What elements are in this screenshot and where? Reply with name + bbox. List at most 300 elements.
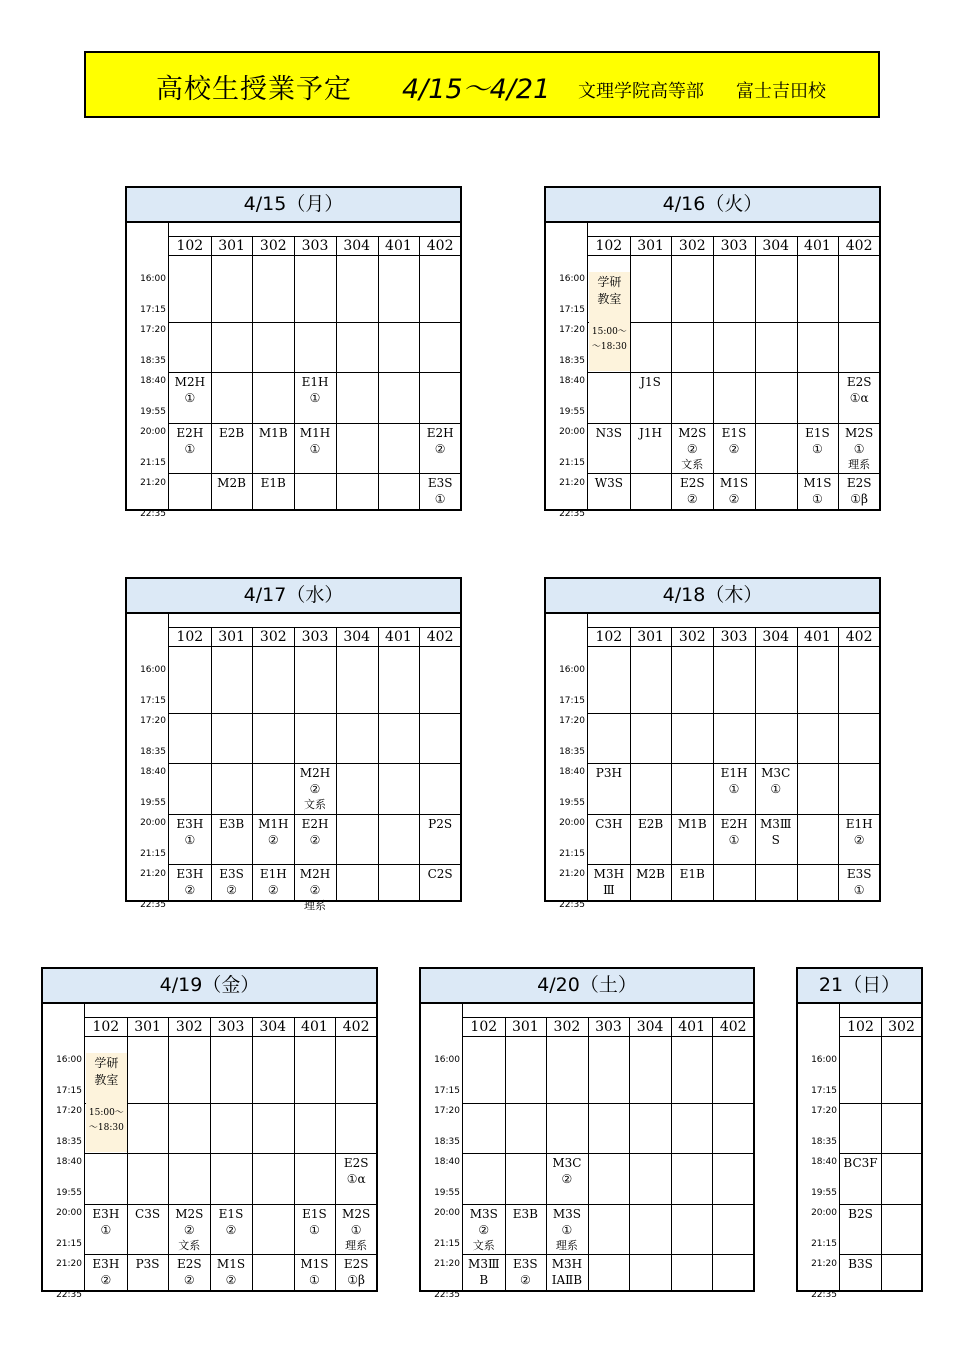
- room-label: 302: [175, 1019, 203, 1035]
- day-title: 4/20（土）: [421, 969, 753, 1004]
- column-divider: [210, 1018, 211, 1290]
- class-detail: S: [771, 832, 780, 847]
- class-code: E3H: [92, 1206, 120, 1221]
- class-entry: [294, 816, 336, 848]
- room-header-row: [588, 628, 879, 647]
- class-entry: [169, 425, 211, 457]
- class-entry: [211, 866, 253, 898]
- day-panel: [125, 186, 462, 519]
- class-entry: [85, 1206, 127, 1238]
- room-label: 304: [636, 1019, 664, 1035]
- class-entry: [713, 425, 755, 457]
- class-entry: [335, 1206, 377, 1254]
- column-divider: [881, 1018, 882, 1290]
- time-label: 16:00: [559, 274, 585, 284]
- time-label: 21:15: [434, 1239, 460, 1249]
- row-divider: [169, 814, 460, 815]
- time-label: 20:00: [434, 1208, 460, 1218]
- class-code: M3C: [761, 766, 791, 780]
- class-detail: ②: [183, 1222, 195, 1237]
- time-label: 17:20: [434, 1106, 460, 1116]
- class-code: M3Ⅲ: [759, 816, 792, 831]
- time-label: 21:20: [811, 1259, 837, 1269]
- time-label: 19:55: [56, 1188, 82, 1198]
- room-label: 303: [301, 629, 329, 645]
- room-label: 304: [762, 629, 790, 645]
- day-title: 4/17（水）: [127, 579, 460, 614]
- class-detail: ①: [309, 1222, 320, 1237]
- class-code: M1B: [258, 425, 288, 440]
- time-label: 18:40: [56, 1157, 82, 1167]
- gakken-time: 15:00～: [591, 327, 627, 337]
- schedule-grid: [168, 612, 460, 912]
- class-code: M1B: [677, 816, 707, 831]
- class-entry: [210, 1206, 252, 1238]
- time-label: 19:55: [559, 798, 585, 808]
- class-detail: ②: [519, 1273, 531, 1287]
- class-detail: ①: [770, 782, 782, 796]
- time-column: [546, 221, 587, 519]
- room-label: 401: [678, 1019, 705, 1035]
- time-label: 22:35: [811, 1290, 837, 1300]
- class-code: N3S: [595, 425, 623, 440]
- class-detail: ①β: [850, 492, 868, 506]
- time-label: 16:00: [140, 274, 166, 284]
- column-divider: [294, 237, 295, 509]
- class-detail: ①: [812, 492, 823, 506]
- room-label: 401: [301, 1019, 328, 1035]
- row-divider: [169, 713, 460, 714]
- class-entry: [169, 866, 211, 898]
- time-label: 18:40: [559, 376, 585, 386]
- class-entry: [838, 866, 880, 898]
- column-divider: [336, 628, 337, 900]
- time-label: 18:40: [140, 376, 166, 386]
- time-label: 21:20: [559, 478, 585, 488]
- class-code: C3H: [595, 816, 623, 831]
- time-label: 19:55: [140, 407, 166, 417]
- room-label: 303: [720, 238, 748, 254]
- time-column: [43, 1002, 84, 1300]
- column-divider: [378, 237, 379, 509]
- class-entry: [505, 1256, 547, 1288]
- gakken-time: 15:00～: [88, 1108, 124, 1118]
- class-entry: [713, 816, 755, 848]
- time-label: 21:20: [140, 478, 166, 488]
- column-divider: [252, 1018, 253, 1290]
- time-label: 17:15: [56, 1086, 82, 1096]
- column-divider: [629, 1018, 630, 1290]
- class-code: M2H: [299, 867, 331, 881]
- class-entry: [419, 866, 461, 882]
- class-entry: [588, 425, 630, 441]
- row-divider: [169, 864, 460, 865]
- class-entry: [335, 1256, 377, 1288]
- class-detail: ①: [561, 1222, 573, 1237]
- grid-top-strip: [463, 1002, 753, 1018]
- class-detail: ②: [309, 782, 321, 796]
- room-label: 301: [511, 1019, 539, 1035]
- page-header: [84, 51, 880, 118]
- class-code: E1S: [218, 1206, 244, 1221]
- class-entry: [168, 1206, 210, 1254]
- class-code: M3H: [551, 1257, 583, 1271]
- class-code: E3H: [176, 867, 204, 881]
- room-label: 302: [259, 629, 287, 645]
- class-detail: ②: [853, 832, 865, 847]
- room-label: 401: [385, 238, 412, 254]
- school-name: 文理学院高等部: [578, 81, 704, 102]
- class-entry: [713, 475, 755, 507]
- time-label: 20:00: [140, 427, 166, 437]
- class-entry: [169, 374, 211, 406]
- column-divider: [671, 1018, 672, 1290]
- time-label: 17:15: [559, 305, 585, 315]
- room-label: 102: [595, 238, 623, 254]
- time-label: 16:00: [56, 1055, 82, 1065]
- class-track: 理系: [303, 899, 326, 912]
- column-divider: [797, 237, 798, 509]
- class-code: E3S: [427, 476, 453, 490]
- row-divider: [169, 763, 460, 764]
- class-track: 文系: [178, 1238, 201, 1252]
- time-label: 19:55: [559, 407, 585, 417]
- time-label: 22:35: [56, 1290, 82, 1300]
- time-column: [127, 221, 168, 519]
- class-entry: [671, 866, 713, 882]
- class-detail: ①: [728, 782, 740, 796]
- grid-top-strip: [840, 1002, 921, 1018]
- class-code: E3H: [176, 816, 204, 831]
- class-track: 文系: [681, 457, 704, 471]
- column-divider: [505, 1018, 506, 1290]
- class-code: M2B: [636, 867, 665, 881]
- class-detail: ②: [478, 1222, 490, 1237]
- row-divider: [840, 1153, 921, 1154]
- class-code: E1S: [805, 425, 830, 440]
- class-entry: [294, 374, 336, 406]
- class-detail: ②: [226, 883, 237, 897]
- room-label: 102: [176, 629, 204, 645]
- row-divider: [169, 372, 460, 373]
- class-code: M3Ⅲ: [468, 1257, 500, 1271]
- room-label: 401: [804, 238, 831, 254]
- time-label: 17:20: [56, 1106, 82, 1116]
- row-divider: [169, 423, 460, 424]
- class-entry: [797, 425, 839, 457]
- room-label: 302: [678, 629, 706, 645]
- class-entry: [588, 866, 630, 898]
- class-code: E2S: [846, 476, 872, 490]
- class-detail: ②: [267, 883, 279, 897]
- class-entry: [838, 425, 880, 473]
- class-track: 文系: [472, 1238, 495, 1252]
- class-detail: ①: [812, 441, 823, 456]
- class-detail: ②: [728, 441, 740, 456]
- day-panel: [796, 967, 923, 1300]
- room-label: 401: [804, 629, 831, 645]
- class-detail: ①: [309, 441, 321, 456]
- column-divider: [630, 628, 631, 900]
- column-divider: [630, 237, 631, 509]
- time-label: 22:35: [434, 1290, 460, 1300]
- row-divider: [85, 1254, 376, 1255]
- class-code: M1H: [258, 816, 289, 831]
- column-divider: [294, 1018, 295, 1290]
- room-label: 302: [553, 1019, 581, 1035]
- class-code: E1H: [720, 766, 748, 780]
- class-detail: ②: [100, 1273, 112, 1287]
- time-label: 20:00: [811, 1208, 837, 1218]
- time-label: 20:00: [56, 1208, 82, 1218]
- grid-top-strip: [85, 1002, 376, 1018]
- time-label: 21:20: [434, 1259, 460, 1269]
- column-divider: [713, 237, 714, 509]
- class-detail: ②: [686, 492, 698, 506]
- class-code: M1S: [719, 476, 749, 490]
- day-title: 21（日）: [798, 969, 921, 1004]
- room-label: 402: [719, 1019, 747, 1035]
- class-entry: [294, 765, 336, 813]
- class-detail: ①: [350, 1222, 362, 1237]
- class-detail: ②: [309, 832, 321, 847]
- class-code: B3S: [848, 1257, 873, 1271]
- class-code: E2H: [426, 425, 454, 440]
- class-detail: ②: [686, 441, 698, 456]
- class-detail: ②: [728, 492, 740, 506]
- day-panel: [419, 967, 755, 1300]
- class-detail: ①: [853, 441, 865, 456]
- class-entry: [294, 1206, 336, 1238]
- class-detail: B: [479, 1273, 489, 1287]
- class-track: 理系: [848, 457, 871, 471]
- row-divider: [588, 763, 879, 764]
- time-label: 18:35: [140, 356, 166, 366]
- time-label: 17:15: [811, 1086, 837, 1096]
- room-label: 303: [720, 629, 748, 645]
- class-entry: [211, 475, 253, 491]
- date-range: 4/15～4/21: [402, 74, 551, 105]
- class-code: E1B: [260, 476, 286, 490]
- room-label: 301: [218, 238, 245, 254]
- time-label: 20:00: [559, 818, 585, 828]
- room-label: 301: [134, 1019, 161, 1035]
- class-detail: ②: [561, 1172, 573, 1186]
- class-code: M3S: [552, 1206, 581, 1221]
- class-entry: [671, 475, 713, 507]
- room-label: 102: [176, 238, 204, 254]
- class-entry: [127, 1206, 169, 1222]
- room-header-row: [463, 1018, 753, 1037]
- room-label: 303: [217, 1019, 245, 1035]
- class-entry: [546, 1155, 588, 1187]
- class-entry: [252, 475, 294, 491]
- time-label: 19:55: [140, 798, 166, 808]
- class-entry: [838, 816, 880, 848]
- row-divider: [169, 473, 460, 474]
- class-entry: [294, 866, 336, 914]
- class-code: E1H: [259, 867, 287, 881]
- class-entry: [840, 1155, 881, 1171]
- room-label: 302: [259, 238, 287, 254]
- time-label: 22:35: [559, 900, 585, 910]
- class-code: M1S: [300, 1257, 329, 1271]
- class-code: P2S: [428, 816, 453, 831]
- grid-top-strip: [169, 221, 460, 237]
- time-label: 16:00: [434, 1055, 460, 1065]
- class-entry: [588, 816, 630, 832]
- room-label: 402: [426, 629, 454, 645]
- column-divider: [127, 1018, 128, 1290]
- row-divider: [588, 372, 879, 373]
- schedule-grid: [587, 612, 879, 900]
- class-detail: ①: [309, 1273, 320, 1287]
- column-divider: [336, 237, 337, 509]
- row-divider: [463, 1103, 753, 1104]
- room-label: 303: [301, 238, 329, 254]
- class-code: E3H: [92, 1257, 120, 1271]
- time-label: 21:15: [140, 458, 166, 468]
- page-title: 高校生授業予定: [156, 74, 352, 105]
- row-divider: [588, 473, 879, 474]
- class-entry: [294, 425, 336, 457]
- room-label: 102: [92, 1019, 120, 1035]
- column-divider: [838, 628, 839, 900]
- time-label: 18:35: [56, 1137, 82, 1147]
- class-entry: [630, 816, 672, 832]
- class-code: E1S: [721, 425, 747, 440]
- day-panel: [544, 577, 881, 910]
- column-divider: [211, 628, 212, 900]
- time-label: 22:35: [559, 509, 585, 519]
- time-label: 17:15: [434, 1086, 460, 1096]
- class-entry: [252, 816, 294, 848]
- room-label: 301: [637, 238, 664, 254]
- room-label: 304: [762, 238, 790, 254]
- class-entry: [671, 425, 713, 473]
- time-label: 21:15: [559, 458, 585, 468]
- time-label: 17:15: [140, 305, 166, 315]
- class-detail: ①: [184, 441, 196, 456]
- time-label: 21:20: [140, 869, 166, 879]
- time-label: 20:00: [140, 818, 166, 828]
- class-code: W3S: [594, 476, 623, 490]
- row-divider: [588, 864, 879, 865]
- gakken-label: 教室: [597, 292, 622, 306]
- room-label: 302: [888, 1019, 915, 1035]
- row-divider: [588, 423, 879, 424]
- day-title: 4/15（月）: [127, 188, 460, 223]
- room-label: 302: [678, 238, 706, 254]
- campus-name: 富士吉田校: [736, 81, 826, 102]
- class-code: J1S: [640, 375, 661, 389]
- row-divider: [169, 322, 460, 323]
- class-code: J1H: [639, 425, 663, 440]
- class-code: E1H: [301, 375, 329, 389]
- room-label: 402: [845, 238, 873, 254]
- class-code: M2S: [678, 425, 707, 440]
- room-label: 402: [426, 238, 454, 254]
- time-label: 18:35: [811, 1137, 837, 1147]
- class-detail: ①: [728, 832, 740, 847]
- class-code: E2H: [301, 816, 329, 831]
- class-entry: [168, 1256, 210, 1288]
- class-entry: [755, 765, 797, 797]
- class-code: M3H: [593, 867, 625, 881]
- class-code: E2S: [679, 476, 705, 490]
- column-divider: [755, 237, 756, 509]
- class-detail: ②: [184, 883, 196, 897]
- grid-top-strip: [169, 612, 460, 628]
- class-entry: [630, 866, 672, 882]
- room-header-row: [588, 237, 879, 256]
- row-divider: [85, 1103, 376, 1104]
- time-label: 22:35: [140, 900, 166, 910]
- room-label: 102: [847, 1019, 874, 1035]
- row-divider: [463, 1204, 753, 1205]
- class-code: E3S: [513, 1257, 538, 1271]
- room-header-row: [169, 237, 460, 256]
- class-code: E3S: [219, 867, 244, 881]
- class-code: M1S: [216, 1257, 246, 1271]
- class-code: E2H: [720, 816, 748, 831]
- class-track: 理系: [555, 1238, 578, 1252]
- class-entry: [419, 475, 461, 507]
- day-title: 4/16（火）: [546, 188, 879, 223]
- column-divider: [713, 628, 714, 900]
- time-label: 17:20: [811, 1106, 837, 1116]
- room-label: 102: [595, 629, 623, 645]
- time-label: 20:00: [559, 427, 585, 437]
- class-detail: ①: [184, 391, 196, 405]
- class-code: E2S: [343, 1156, 369, 1170]
- class-entry: [838, 475, 880, 507]
- class-code: E2B: [637, 816, 664, 831]
- column-divider: [419, 628, 420, 900]
- class-code: E3B: [512, 1206, 538, 1221]
- time-label: 19:55: [811, 1188, 837, 1198]
- class-code: E1B: [679, 867, 705, 881]
- column-divider: [671, 628, 672, 900]
- gakken-label: 教室: [94, 1073, 119, 1087]
- class-entry: [463, 1256, 505, 1288]
- class-entry: [294, 1256, 336, 1288]
- column-divider: [755, 628, 756, 900]
- class-code: M2S: [175, 1206, 204, 1221]
- class-detail: ②: [225, 1222, 237, 1237]
- class-entry: [588, 475, 630, 491]
- column-divider: [797, 628, 798, 900]
- class-code: C3S: [135, 1206, 161, 1221]
- class-entry: [210, 1256, 252, 1288]
- class-entry: [419, 425, 461, 457]
- column-divider: [588, 1018, 589, 1290]
- class-entry: [713, 765, 755, 797]
- class-code: E1S: [302, 1206, 327, 1221]
- class-code: M2H: [299, 766, 331, 780]
- column-divider: [252, 628, 253, 900]
- row-divider: [588, 713, 879, 714]
- class-track: 文系: [303, 798, 326, 811]
- room-label: 301: [637, 629, 664, 645]
- class-detail: ②: [434, 441, 446, 456]
- column-divider: [252, 237, 253, 509]
- time-label: 21:15: [559, 849, 585, 859]
- time-column: [546, 612, 587, 910]
- class-code: E3B: [218, 816, 245, 831]
- room-label: 402: [342, 1019, 370, 1035]
- class-code: M2S: [342, 1206, 371, 1221]
